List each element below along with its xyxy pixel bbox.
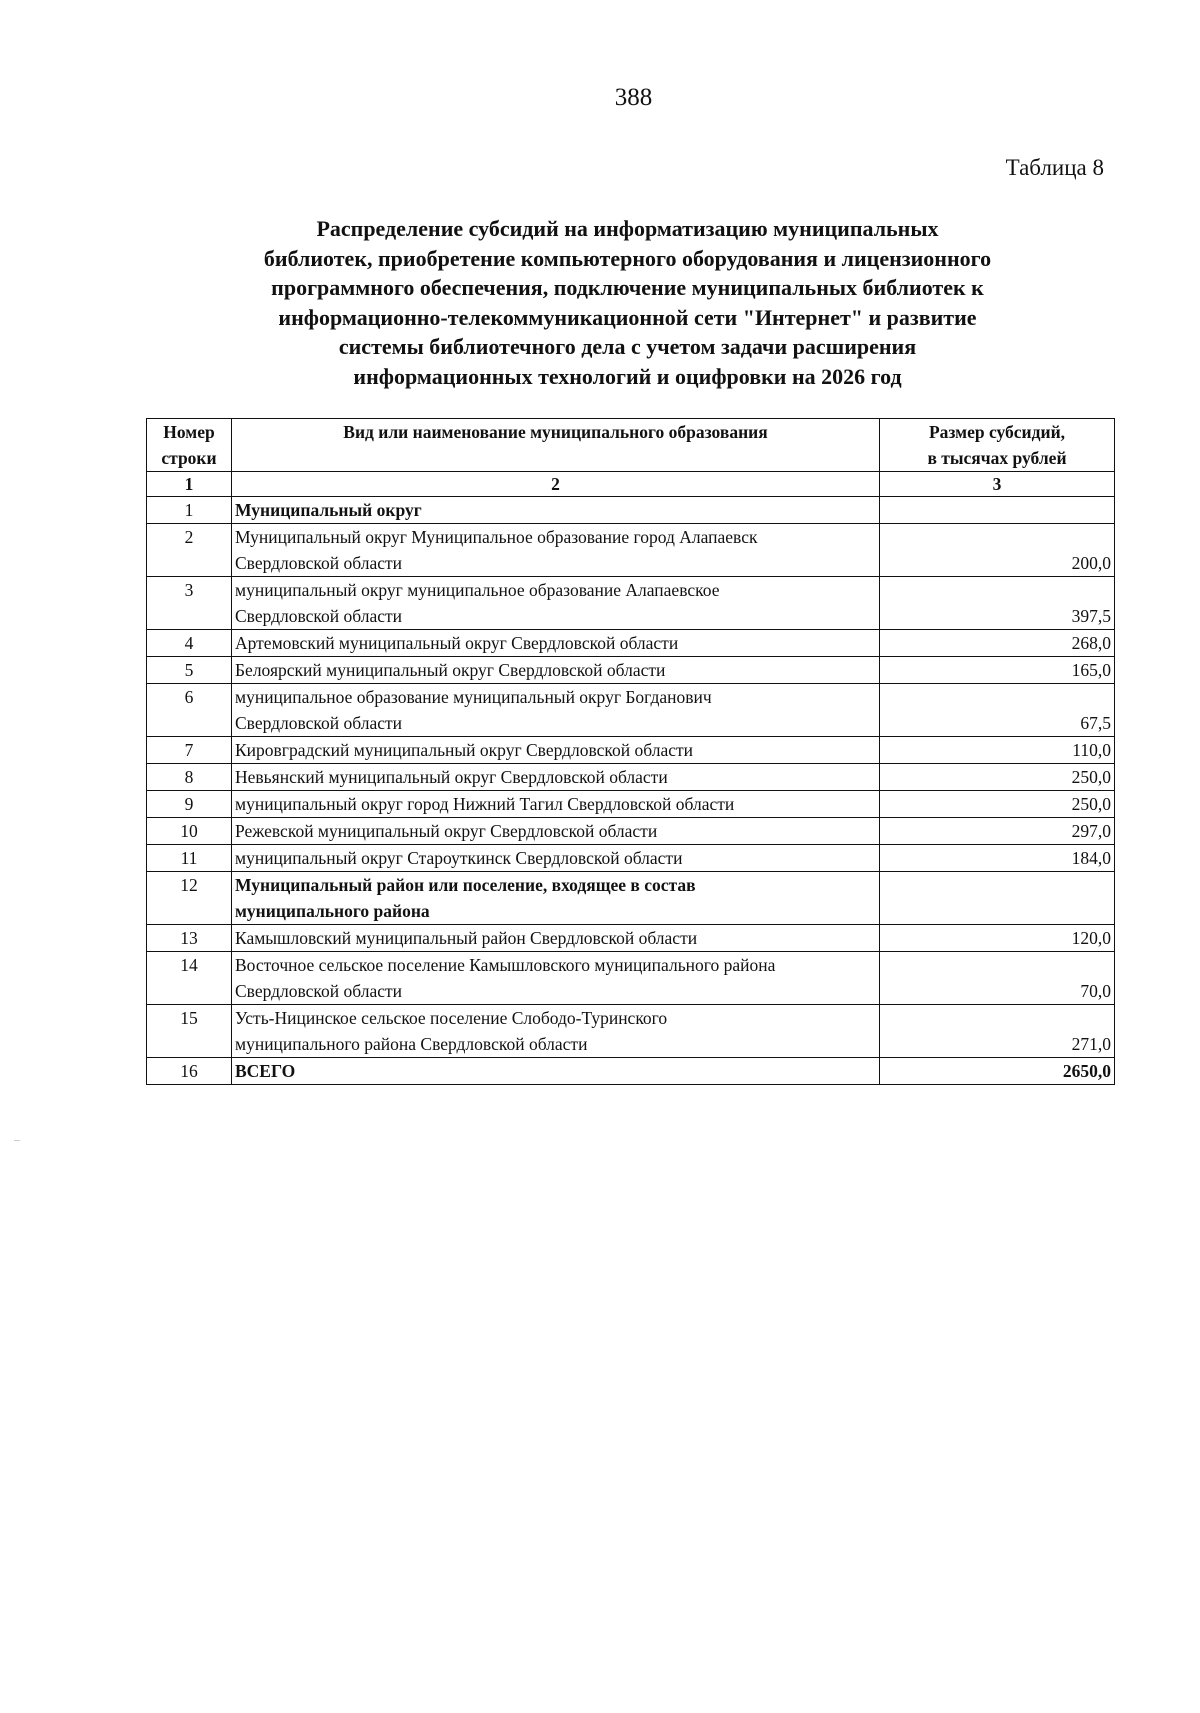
table-row xyxy=(147,630,1115,657)
municipality-name-line: Режевской муниципальный округ Свердловской области xyxy=(235,821,658,841)
municipality-name-line: ВСЕГО xyxy=(235,1061,296,1081)
column-number: 1 xyxy=(147,472,232,497)
row-number-cell: 6 xyxy=(147,684,232,737)
subsidy-amount-cell: 397,5 xyxy=(880,577,1115,630)
title-line: программного обеспечения, подключение муниципальных библиотек к xyxy=(271,275,984,300)
header-municipality-name-text: Вид или наименование муниципального образования xyxy=(343,422,768,442)
subsidy-amount-cell: 120,0 xyxy=(880,925,1115,952)
row-number-cell: 10 xyxy=(147,818,232,845)
title-line: библиотек, приобретение компьютерного оборудования и лицензионного xyxy=(263,245,992,271)
row-number-cell: 3 xyxy=(147,577,232,630)
title-line: Распределение субсидий на информатизацию муниципальных xyxy=(316,216,939,241)
subsidy-amount-cell: 2650,0 xyxy=(880,1058,1115,1085)
municipality-name-cell xyxy=(232,764,880,791)
municipality-name-line: Белоярский муниципальный округ Свердловской области xyxy=(235,660,666,680)
subsidy-amount-cell: 250,0 xyxy=(880,764,1115,791)
row-number-cell: 15 xyxy=(147,1005,232,1058)
table-row xyxy=(147,497,1115,524)
table-row xyxy=(147,764,1115,791)
column-numbers-row xyxy=(147,472,1115,497)
subsidy-amount-cell: 184,0 xyxy=(880,845,1115,872)
municipality-name-cell xyxy=(232,791,880,818)
row-number-cell: 13 xyxy=(147,925,232,952)
title-line: информационно-телекоммуникационной сети "Интернет" и развитие xyxy=(278,304,977,330)
header-row-number xyxy=(147,419,232,472)
row-number-cell: 8 xyxy=(147,764,232,791)
row-number-cell: 16 xyxy=(147,1058,232,1085)
municipality-name-cell xyxy=(232,630,880,657)
table-header-row xyxy=(147,419,1115,472)
header-subsidy-amount-line2: в тысячах рублей xyxy=(927,448,1067,468)
row-number-cell: 1 xyxy=(147,497,232,524)
subsidy-amount-cell xyxy=(880,497,1115,524)
table-label: Таблица 8 xyxy=(1005,155,1104,180)
subsidy-amount-cell: 271,0 xyxy=(880,1005,1115,1058)
municipality-name-cell xyxy=(232,737,880,764)
subsidy-amount-cell: 70,0 xyxy=(880,952,1115,1005)
table-row xyxy=(147,577,1115,630)
header-subsidy-amount-line1: Размер субсидий, xyxy=(928,422,1066,442)
header-subsidy-amount xyxy=(880,419,1115,472)
municipality-name-cell xyxy=(232,925,880,952)
subsidy-amount-cell: 200,0 xyxy=(880,524,1115,577)
table-row xyxy=(147,845,1115,872)
municipality-name-line: муниципальный округ муниципальное образование Алапаевское xyxy=(235,580,720,600)
table-row xyxy=(147,925,1115,952)
municipality-name-cell xyxy=(232,524,880,577)
municipality-name-cell xyxy=(232,952,880,1005)
row-number-cell: 4 xyxy=(147,630,232,657)
municipality-name-line: Камышловский муниципальный район Свердловской области xyxy=(235,928,698,948)
page-number: 388 xyxy=(614,84,653,111)
row-number-cell: 2 xyxy=(147,524,232,577)
municipality-name-cell xyxy=(232,1058,880,1085)
row-number-cell: 14 xyxy=(147,952,232,1005)
municipality-name-cell xyxy=(232,1005,880,1058)
subsidy-amount-cell: 268,0 xyxy=(880,630,1115,657)
scan-mark xyxy=(14,1140,20,1141)
municipality-name-line: муниципальный округ Староуткинск Свердловской области xyxy=(235,848,683,868)
row-number-cell: 11 xyxy=(147,845,232,872)
table-row xyxy=(147,657,1115,684)
table-total-row xyxy=(147,1058,1115,1085)
column-number: 2 xyxy=(232,472,880,497)
table-row xyxy=(147,737,1115,764)
subsidy-amount-cell: 250,0 xyxy=(880,791,1115,818)
table-body xyxy=(147,497,1115,1085)
table-row xyxy=(147,872,1115,925)
title-line: информационных технологий и оцифровки на 2026 год xyxy=(353,363,902,389)
municipality-name-cell xyxy=(232,684,880,737)
municipality-name-line: муниципальный округ город Нижний Тагил Свердловской области xyxy=(235,794,735,814)
column-number: 3 xyxy=(880,472,1115,497)
municipality-name-line: Свердловской области xyxy=(235,981,403,1001)
table-row xyxy=(147,791,1115,818)
table-row xyxy=(147,952,1115,1005)
municipality-name-line: Свердловской области xyxy=(235,553,403,573)
table-row xyxy=(147,818,1115,845)
municipality-name-cell xyxy=(232,497,880,524)
table-row xyxy=(147,1005,1115,1058)
municipality-name-cell xyxy=(232,577,880,630)
table-row xyxy=(147,684,1115,737)
municipality-name-line: Усть-Ницинское сельское поселение Слободо-Туринского xyxy=(235,1008,668,1028)
municipality-name-line: Невьянский муниципальный округ Свердловской области xyxy=(235,767,668,787)
header-row-number-line2: строки xyxy=(161,448,217,468)
municipality-name-cell xyxy=(232,818,880,845)
subsidy-amount-cell xyxy=(880,872,1115,925)
row-number-cell: 5 xyxy=(147,657,232,684)
subsidy-amount-cell: 297,0 xyxy=(880,818,1115,845)
municipality-name-line: Восточное сельское поселение Камышловского муниципального района xyxy=(235,955,776,975)
municipality-name-line: муниципального района Свердловской области xyxy=(235,1034,588,1054)
municipality-name-line: Свердловской области xyxy=(235,713,403,733)
subsidy-amount-cell: 165,0 xyxy=(880,657,1115,684)
subsidy-table xyxy=(146,418,1115,1085)
subsidy-amount-cell: 110,0 xyxy=(880,737,1115,764)
table-row xyxy=(147,524,1115,577)
municipality-name-line: муниципальное образование муниципальный округ Богданович xyxy=(235,687,712,707)
row-number-cell: 9 xyxy=(147,791,232,818)
municipality-name-line: Муниципальный район или поселение, входящее в состав xyxy=(235,875,696,895)
municipality-name-line: Кировградский муниципальный округ Свердловской области xyxy=(235,740,694,760)
municipality-name-cell xyxy=(232,845,880,872)
municipality-name-line: муниципального района xyxy=(235,901,430,921)
municipality-name-cell xyxy=(232,657,880,684)
municipality-name-line: Свердловской области xyxy=(235,606,403,626)
row-number-cell: 7 xyxy=(147,737,232,764)
header-row-number-line1: Номер xyxy=(163,422,215,442)
title-line: системы библиотечного дела с учетом задачи расширения xyxy=(338,334,917,359)
municipality-name-line: Муниципальный округ xyxy=(235,500,422,520)
municipality-name-line: Артемовский муниципальный округ Свердловской области xyxy=(235,633,679,653)
municipality-name-cell xyxy=(232,872,880,925)
municipality-name-line: Муниципальный округ Муниципальное образование город Алапаевск xyxy=(235,527,758,547)
header-municipality-name xyxy=(232,419,880,472)
document-title xyxy=(215,214,1040,391)
subsidy-amount-cell: 67,5 xyxy=(880,684,1115,737)
row-number-cell: 12 xyxy=(147,872,232,925)
